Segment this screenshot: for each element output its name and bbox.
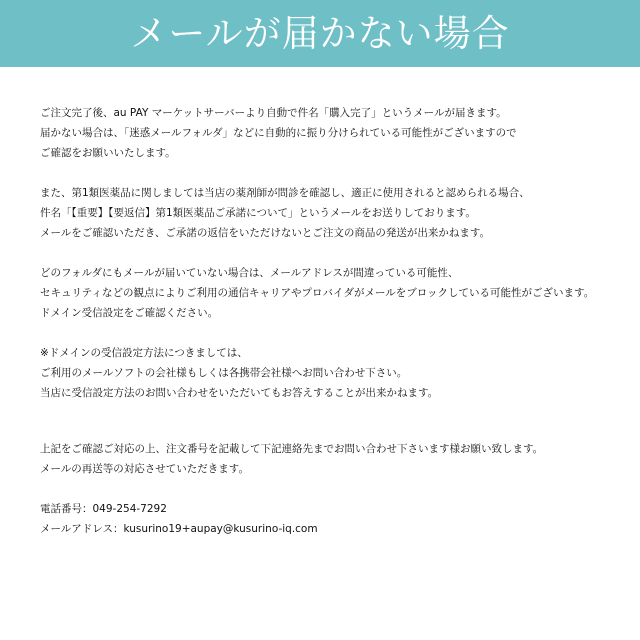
email-label: メールアドレス： [40, 523, 124, 535]
header-banner [0, 0, 640, 67]
paragraph-first-class-drugs [40, 183, 620, 243]
contact-info [40, 499, 620, 539]
text-line: 件名「【重要】【要返信】第1類医薬品ご承諾について」というメールをお送りしております。 [40, 207, 476, 219]
text-line: どのフォルダにもメールが届いていない場合は、メールアドレスが間違っている可能性、 [40, 267, 459, 279]
email-address: kusurino19+aupay@kusurino-iq.com [123, 523, 318, 535]
text-line: ご利用のメールソフトの会社様もしくは各携帯会社様へお問い合わせ下さい。 [40, 367, 408, 379]
text-line: 届かない場合は、「迷惑メールフォルダ」などに自動的に振り分けられている可能性がございますので [40, 127, 517, 139]
phone-label: 電話番号： [40, 503, 93, 515]
paragraph-domain-settings [40, 343, 620, 403]
notice-body [40, 103, 620, 539]
text-line: メールの再送等の対応させていただきます。 [40, 463, 249, 475]
email-line [40, 519, 620, 539]
spacer [40, 163, 620, 183]
phone-number: 049-254-7292 [92, 503, 167, 515]
text-line: ドメイン受信設定をご確認ください。 [40, 307, 219, 319]
spacer [40, 243, 620, 263]
spacer [40, 479, 620, 499]
spacer [40, 323, 620, 343]
text-line: ご注文完了後、au PAY マーケットサーバーより自動で件名「購入完了」というメールが届きます。 [40, 107, 507, 119]
text-line: また、第1類医薬品に関しましては当店の薬剤師が問診を確認し、適正に使用されると認められる場合、 [40, 187, 530, 199]
page-title: メールが届かない場合 [130, 12, 510, 55]
text-line: ※ドメインの受信設定方法につきましては、 [40, 347, 248, 359]
text-line: 上記をご確認ご対応の上、注文番号を記載して下記連絡先までお問い合わせ下さいます様お願い致します。 [40, 443, 544, 455]
paragraph-order-confirmation [40, 103, 620, 163]
text-line: セキュリティなどの観点によりご利用の通信キャリアやプロバイダがメールをブロックしている可能性がございます。 [40, 287, 595, 299]
text-line: メールをご確認いただき、ご承諾の返信をいただけないとご注文の商品の発送が出来かねます。 [40, 227, 491, 239]
phone-line [40, 499, 620, 519]
paragraph-contact-request [40, 439, 620, 479]
text-line: ご確認をお願いいたします。 [40, 147, 176, 159]
paragraph-mail-not-received [40, 263, 620, 323]
spacer [40, 403, 620, 439]
text-line: 当店に受信設定方法のお問い合わせをいただいてもお答えすることが出来かねます。 [40, 387, 439, 399]
